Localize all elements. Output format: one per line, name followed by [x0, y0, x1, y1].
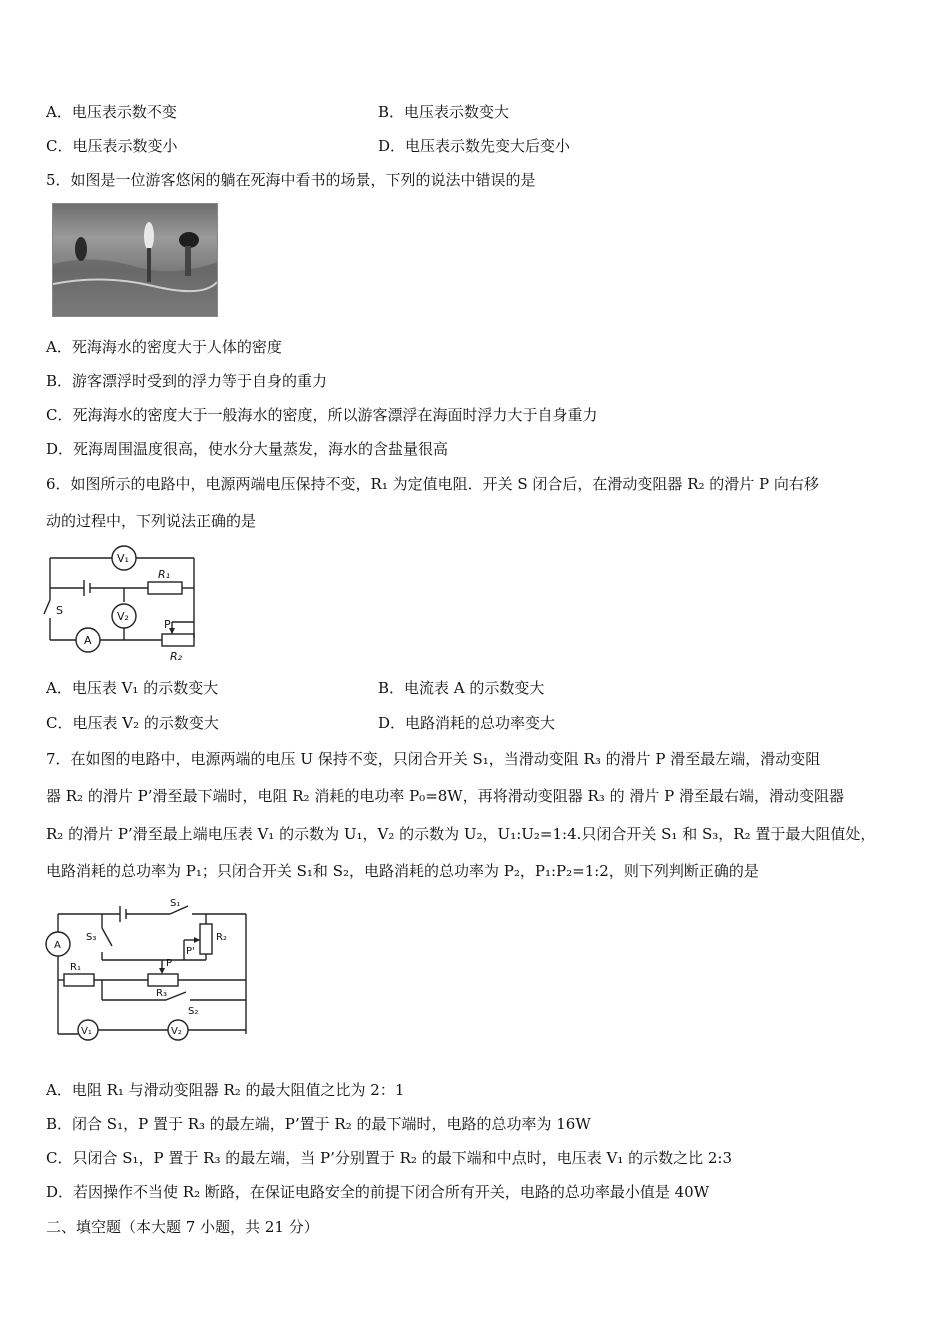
q7-v1-label: V₁	[81, 1026, 92, 1037]
q6-p-label: P	[164, 618, 171, 631]
q6-stem-line2: 动的过程中，下列说法正确的是	[46, 512, 257, 530]
q4-option-a: A．电压表示数不变	[46, 103, 177, 121]
q7-stem-line2: 器 R₂ 的滑片 P’滑至最下端时，电阻 R₂ 消耗的电功率 P₀=8W，再将滑动变阻器 R₃ 的 滑片 P 滑至最右端，滑动变阻器	[46, 787, 844, 805]
q6-stem-line1: 6．如图所示的电路中，电源两端电压保持不变，R₁ 为定值电阻．开关 S 闭合后，在滑动变阻器 R₂ 的滑片 P 向右移	[46, 475, 819, 493]
q6-option-a: A．电压表 V₁ 的示数变大	[46, 679, 219, 697]
q6-circuit-diagram	[40, 542, 210, 666]
q7-stem-line3: R₂ 的滑片 P’滑至最上端电压表 V₁ 的示数为 U₁，V₂ 的示数为 U₂，U₁:U₂=1:4.只闭合开关 S₁ 和 S₃，R₂ 置于最大阻值处，	[46, 825, 876, 843]
q6-v2-label: V₂	[117, 610, 129, 623]
q5-stem: 5．如图是一位游客悠闲的躺在死海中看书的场景，下列的说法中错误的是	[46, 171, 536, 189]
q5-option-d: D．死海周围温度很高，使水分大量蒸发，海水的含盐量很高	[46, 440, 449, 458]
q7-option-b: B．闭合 S₁，P 置于 R₃ 的最左端，P’置于 R₂ 的最下端时，电路的总功率为 16W	[46, 1115, 591, 1133]
q5-option-b: B．游客漂浮时受到的浮力等于自身的重力	[46, 372, 328, 390]
q7-r2-label: R₂	[216, 932, 227, 943]
q7-stem-line1: 7．在如图的电路中，电源两端的电压 U 保持不变，只闭合开关 S₁，当滑动变阻 R₃ 的滑片 P 滑至最左端，滑动变阻	[46, 750, 821, 768]
q7-p2-label: P'	[186, 946, 195, 957]
q7-circuit-diagram	[44, 896, 262, 1046]
q6-r1-label: R₁	[158, 568, 171, 581]
q7-a-label: A	[54, 940, 61, 951]
q4-option-b: B．电压表示数变大	[378, 103, 510, 121]
q6-r2-label: R₂	[170, 650, 183, 663]
q7-stem-line4: 电路消耗的总功率为 P₁；只闭合开关 S₁和 S₂，电路消耗的总功率为 P₂，P₁:P₂=1:2，则下列判断正确的是	[46, 862, 759, 880]
q7-s2-label: S₂	[188, 1006, 199, 1017]
q6-s-label: S	[56, 604, 63, 617]
dead-sea-photo	[52, 203, 218, 317]
q7-v2-label: V₂	[171, 1026, 182, 1037]
q7-r1-label: R₁	[70, 962, 81, 973]
q4-option-d: D．电压表示数先变大后变小	[378, 137, 571, 155]
q7-option-d: D．若因操作不当使 R₂ 断路，在保证电路安全的前提下闭合所有开关，电路的总功率最小值是 40W	[46, 1183, 710, 1201]
q6-option-c: C．电压表 V₂ 的示数变大	[46, 714, 219, 732]
q6-v1-label: V₁	[117, 552, 129, 565]
q6-option-b: B．电流表 A 的示数变大	[378, 679, 545, 697]
q7-option-a: A．电阻 R₁ 与滑动变阻器 R₂ 的最大阻值之比为 2：1	[46, 1081, 405, 1099]
q5-option-a: A．死海海水的密度大于人体的密度	[46, 338, 282, 356]
q6-option-d: D．电路消耗的总功率变大	[378, 714, 556, 732]
section-2-heading: 二、填空题（本大题 7 小题，共 21 分）	[46, 1218, 319, 1236]
q7-s3-label: S₃	[86, 932, 97, 943]
q7-p-label: P	[166, 958, 173, 969]
q6-a-label: A	[84, 634, 92, 647]
q7-r3-label: R₃	[156, 988, 167, 999]
q7-option-c: C．只闭合 S₁，P 置于 R₃ 的最左端，当 P’分别置于 R₂ 的最下端和中点时，电压表 V₁ 的示数之比 2:3	[46, 1149, 733, 1167]
q7-s1-label: S₁	[170, 898, 181, 909]
q4-option-c: C．电压表示数变小	[46, 137, 178, 155]
q5-option-c: C．死海海水的密度大于一般海水的密度，所以游客漂浮在海面时浮力大于自身重力	[46, 406, 598, 424]
